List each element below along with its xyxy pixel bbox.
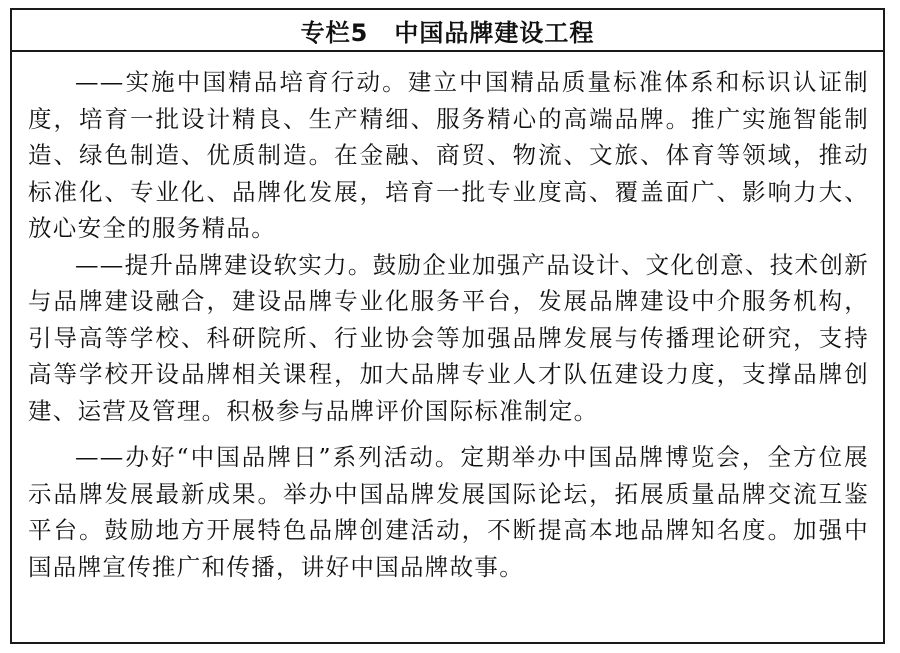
box-title-label: 专栏5 [300,18,369,47]
box-content [12,52,883,585]
box-title [12,10,883,52]
box-title-text: 中国品牌建设工程 [394,18,595,47]
feature-box [10,8,885,644]
paragraph-brand-day: ——办好“中国品牌日”系列活动。定期举办中国品牌博览会，全方位展示品牌发展最新成果。举办中国品牌发展国际论坛，拓展质量品牌交流互鉴平台。鼓励地方开展特色品牌创建活动，不断提高本地品牌知名度。加强中国品牌宣传推广和传播，讲好中国品牌故事。 [28,443,869,581]
paragraph-soft-power: ——提升品牌建设软实力。鼓励企业加强产品设计、文化创意、技术创新与品牌建设融合，建设品牌专业化服务平台，发展品牌建设中介服务机构，引导高等学校、科研院所、行业协会等加强品牌发展与传播理论研究，支持高等学校开设品牌相关课程，加大品牌专业人才队伍建设力度，支撑品牌创建、运营及管理。积极参与品牌评价国际标准制定。 [28,250,869,425]
paragraph-quality-brands: ——实施中国精品培育行动。建立中国精品质量标准体系和标识认证制度，培育一批设计精良、生产精细、服务精心的高端品牌。推广实施智能制造、绿色制造、优质制造。在金融、商贸、物流、文旅、体育等领域，推动标准化、专业化、品牌化发展，培育一批专业度高、覆盖面广、影响力大、放心安全的服务精品。 [28,68,869,242]
